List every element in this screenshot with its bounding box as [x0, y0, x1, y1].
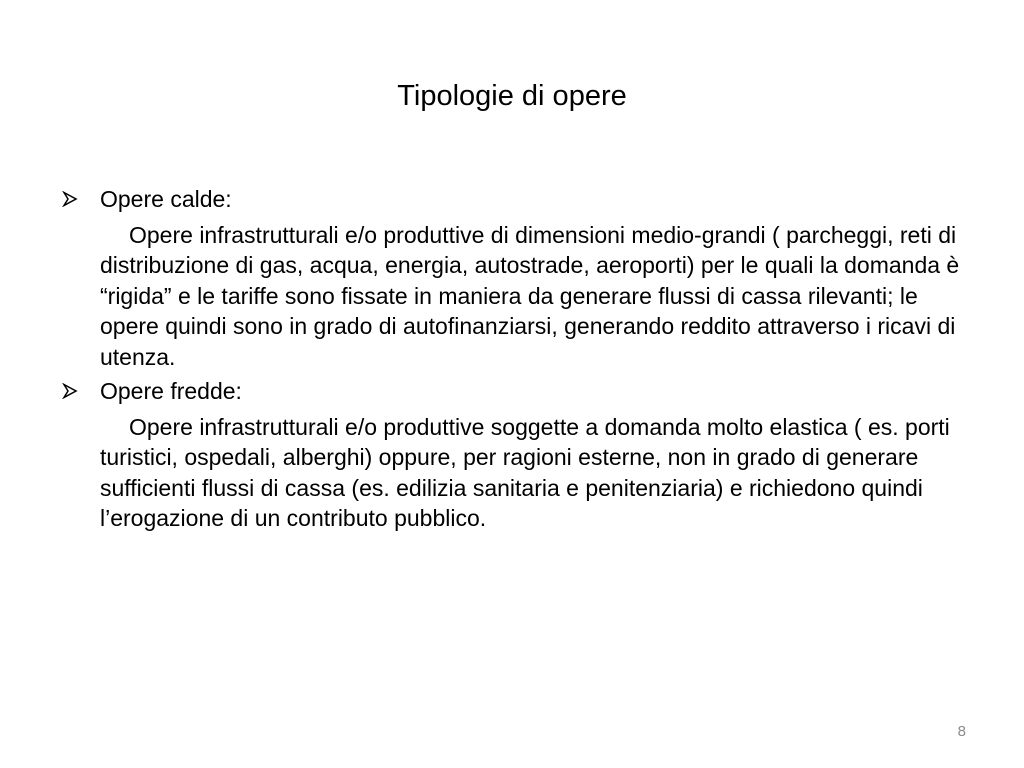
page-number: 8 [957, 723, 966, 740]
arrowhead-bullet-icon [62, 184, 100, 214]
bullet-paragraph: Opere infrastrutturali e/o produttive soggette a domanda molto elastica ( es. porti turistici, ospedali, alberghi) oppure, per ragioni esterne, non in grado di generare sufficienti flussi di cassa (es. edilizia sanitaria e penitenziaria) e richiedono quindi l’erogazione di un contributo pubblico. [100, 413, 950, 531]
bullet-item-opere-fredde [62, 376, 972, 407]
arrowhead-bullet-icon [62, 376, 100, 406]
bullet-paragraph: Opere infrastrutturali e/o produttive di dimensioni medio-grandi ( parcheggi, reti di distribuzione di gas, acqua, energia, autostrade, aeroporti) per le quali la domanda è “rigida” e le tariffe sono fissate in maniera da generare flussi di cassa rilevanti; le opere quindi sono in grado di autofinanziarsi, generando reddito attraverso i ricavi di utenza. [100, 221, 960, 370]
bullet-item-opere-calde [62, 184, 972, 215]
bullet-heading: Opere fredde: [100, 378, 242, 404]
slide-title: Tipologie di opere [397, 80, 627, 112]
slide-content [62, 184, 972, 534]
bullet-heading: Opere calde: [100, 186, 232, 212]
